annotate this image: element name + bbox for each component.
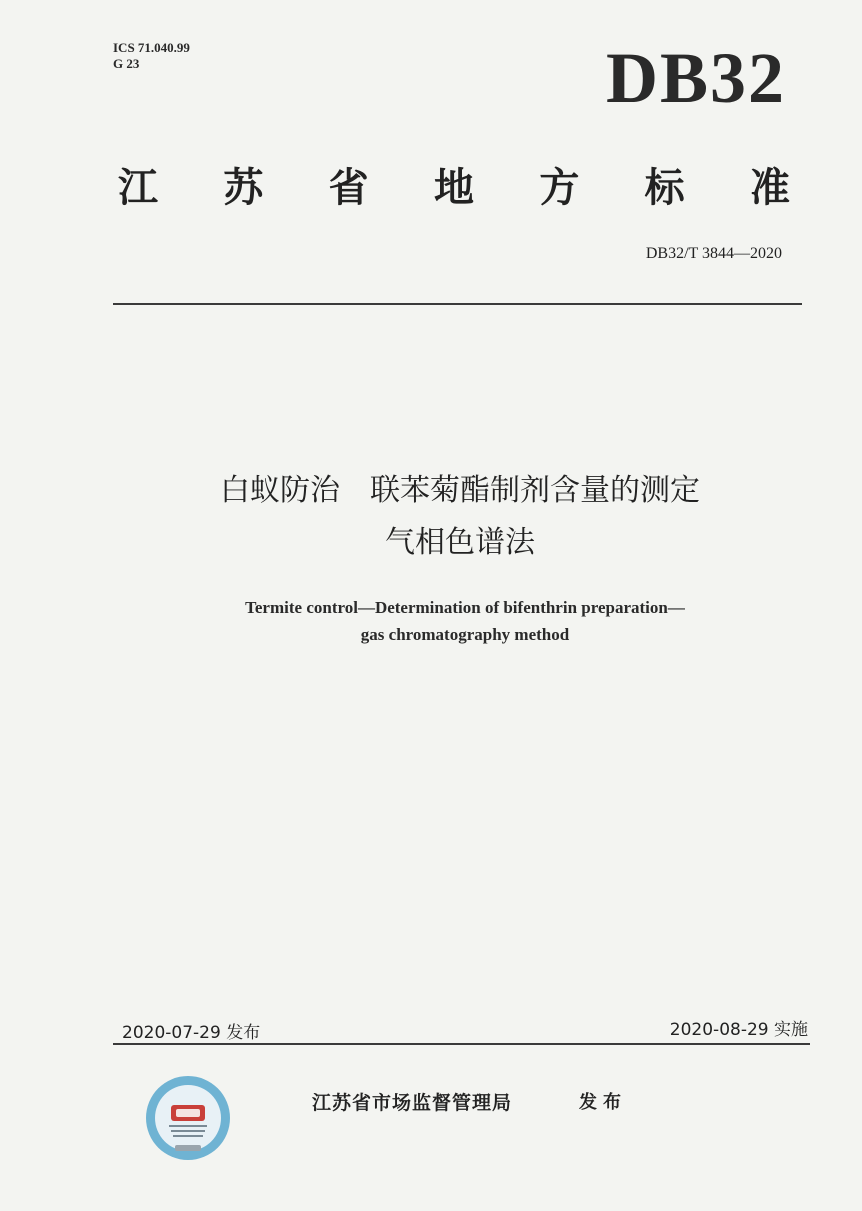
chinese-title-line-2: 气相色谱法	[385, 525, 535, 560]
seal-scratch-area	[175, 1145, 201, 1151]
publisher-name: 江苏省市场监督管理局	[312, 1092, 513, 1114]
standard-type-char: 地	[433, 165, 474, 211]
publish-label: 发布	[579, 1092, 627, 1113]
standard-type-char: 标	[644, 165, 685, 211]
classification-codes	[113, 40, 190, 72]
chinese-title-line-1: 白蚁防治 联苯菊酯制剂含量的测定	[220, 473, 700, 508]
bottom-divider	[113, 1043, 810, 1045]
seal-text-line	[169, 1125, 207, 1127]
standard-type-char: 江	[118, 165, 158, 211]
issue-date: 2020-07-29 发布	[122, 1023, 261, 1043]
anti-counterfeit-seal-icon	[145, 1075, 231, 1161]
implementation-date: 2020-08-29 实施	[669, 1020, 808, 1040]
seal-emblem-inner	[176, 1109, 200, 1117]
ics-code: ICS 71.040.99	[113, 40, 190, 55]
english-title-line-1: Termite control—Determination of bifenthrin preparation—	[245, 598, 685, 617]
seal-text-line	[171, 1130, 205, 1132]
english-title	[0, 594, 862, 648]
chinese-title	[0, 465, 862, 569]
seal-text-line	[173, 1135, 203, 1137]
standard-type-heading	[118, 160, 790, 216]
db32-logo: DB32	[605, 38, 786, 118]
english-title-line-2: gas chromatography method	[360, 625, 570, 644]
standard-type-char: 方	[539, 165, 580, 211]
top-divider	[113, 303, 802, 305]
standard-type-char: 准	[749, 165, 790, 211]
standard-type-char: 省	[328, 165, 369, 211]
standard-type-char: 苏	[223, 165, 264, 211]
class-code: G 23	[113, 56, 140, 71]
standard-number: DB32/T 3844—2020	[645, 245, 782, 262]
